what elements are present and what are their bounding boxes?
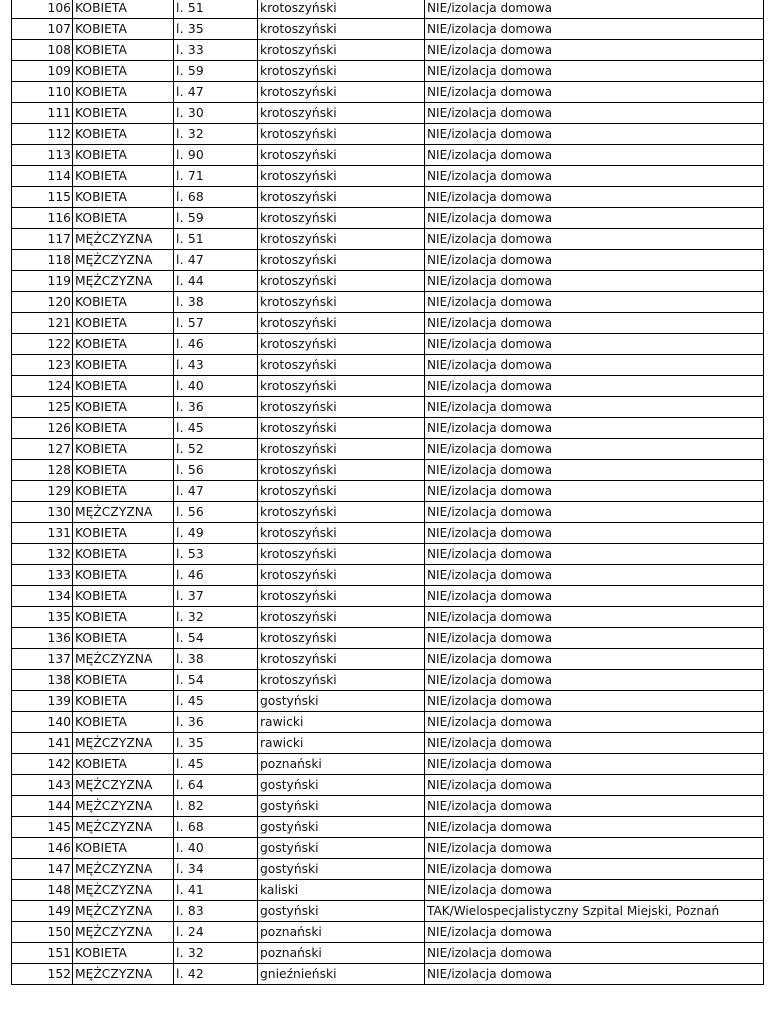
case-number-cell: 134 — [12, 586, 73, 607]
sex-cell: MĘŻCZYZNA — [73, 250, 174, 271]
hospitalization-cell: NIE/izolacja domowa — [425, 397, 764, 418]
sex-cell: KOBIETA — [73, 376, 174, 397]
case-number-cell: 111 — [12, 103, 73, 124]
hospitalization-cell: NIE/izolacja domowa — [425, 19, 764, 40]
table-row — [12, 334, 764, 355]
sex-cell: MĘŻCZYZNA — [73, 859, 174, 880]
county-cell: krotoszyński — [258, 565, 425, 586]
sex-cell: MĘŻCZYZNA — [73, 502, 174, 523]
county-cell: krotoszyński — [258, 544, 425, 565]
county-cell: krotoszyński — [258, 397, 425, 418]
sex-cell: KOBIETA — [73, 838, 174, 859]
hospitalization-cell: NIE/izolacja domowa — [425, 481, 764, 502]
county-cell: krotoszyński — [258, 292, 425, 313]
county-cell: krotoszyński — [258, 670, 425, 691]
case-number-cell: 139 — [12, 691, 73, 712]
age-cell: l. 32 — [174, 124, 258, 145]
case-number-cell: 135 — [12, 607, 73, 628]
hospitalization-cell: NIE/izolacja domowa — [425, 775, 764, 796]
case-number-cell: 133 — [12, 565, 73, 586]
case-number-cell: 110 — [12, 82, 73, 103]
cases-table — [11, 0, 764, 985]
sex-cell: KOBIETA — [73, 586, 174, 607]
table-row — [12, 19, 764, 40]
table-row — [12, 943, 764, 964]
table-row — [12, 166, 764, 187]
sex-cell: MĘŻCZYZNA — [73, 775, 174, 796]
case-number-cell: 131 — [12, 523, 73, 544]
sex-cell: KOBIETA — [73, 544, 174, 565]
age-cell: l. 64 — [174, 775, 258, 796]
case-number-cell: 107 — [12, 19, 73, 40]
hospitalization-cell: NIE/izolacja domowa — [425, 418, 764, 439]
age-cell: l. 52 — [174, 439, 258, 460]
table-row — [12, 40, 764, 61]
case-number-cell: 122 — [12, 334, 73, 355]
case-number-cell: 143 — [12, 775, 73, 796]
sex-cell: KOBIETA — [73, 103, 174, 124]
table-row — [12, 82, 764, 103]
table-row — [12, 628, 764, 649]
age-cell: l. 40 — [174, 376, 258, 397]
hospitalization-cell: NIE/izolacja domowa — [425, 544, 764, 565]
sex-cell: MĘŻCZYZNA — [73, 964, 174, 985]
table-row — [12, 397, 764, 418]
sex-cell: MĘŻCZYZNA — [73, 796, 174, 817]
age-cell: l. 71 — [174, 166, 258, 187]
table-row — [12, 250, 764, 271]
county-cell: krotoszyński — [258, 607, 425, 628]
case-number-cell: 151 — [12, 943, 73, 964]
county-cell: poznański — [258, 922, 425, 943]
table-row — [12, 586, 764, 607]
case-number-cell: 132 — [12, 544, 73, 565]
case-number-cell: 126 — [12, 418, 73, 439]
county-cell: krotoszyński — [258, 628, 425, 649]
age-cell: l. 24 — [174, 922, 258, 943]
hospitalization-cell: NIE/izolacja domowa — [425, 124, 764, 145]
table-row — [12, 607, 764, 628]
case-number-cell: 149 — [12, 901, 73, 922]
county-cell: krotoszyński — [258, 649, 425, 670]
sex-cell: KOBIETA — [73, 124, 174, 145]
hospitalization-cell: NIE/izolacja domowa — [425, 103, 764, 124]
county-cell: krotoszyński — [258, 166, 425, 187]
hospitalization-cell: NIE/izolacja domowa — [425, 145, 764, 166]
sex-cell: KOBIETA — [73, 523, 174, 544]
table-row — [12, 565, 764, 586]
hospitalization-cell: NIE/izolacja domowa — [425, 376, 764, 397]
case-number-cell: 146 — [12, 838, 73, 859]
table-row — [12, 187, 764, 208]
age-cell: l. 36 — [174, 397, 258, 418]
sex-cell: KOBIETA — [73, 943, 174, 964]
table-row — [12, 901, 764, 922]
case-number-cell: 130 — [12, 502, 73, 523]
table-row — [12, 460, 764, 481]
sex-cell: KOBIETA — [73, 61, 174, 82]
hospitalization-cell: NIE/izolacja domowa — [425, 754, 764, 775]
case-number-cell: 147 — [12, 859, 73, 880]
sex-cell: KOBIETA — [73, 565, 174, 586]
sex-cell: KOBIETA — [73, 712, 174, 733]
hospitalization-cell: NIE/izolacja domowa — [425, 712, 764, 733]
age-cell: l. 47 — [174, 82, 258, 103]
age-cell: l. 34 — [174, 859, 258, 880]
hospitalization-cell: NIE/izolacja domowa — [425, 334, 764, 355]
county-cell: krotoszyński — [258, 145, 425, 166]
case-number-cell: 136 — [12, 628, 73, 649]
table-row — [12, 313, 764, 334]
hospitalization-cell: NIE/izolacja domowa — [425, 292, 764, 313]
table-row — [12, 649, 764, 670]
county-cell: krotoszyński — [258, 334, 425, 355]
table-row — [12, 670, 764, 691]
age-cell: l. 35 — [174, 19, 258, 40]
hospitalization-cell: NIE/izolacja domowa — [425, 502, 764, 523]
case-number-cell: 114 — [12, 166, 73, 187]
table-row — [12, 103, 764, 124]
sex-cell: KOBIETA — [73, 355, 174, 376]
sex-cell: KOBIETA — [73, 439, 174, 460]
table-row — [12, 817, 764, 838]
county-cell: gostyński — [258, 775, 425, 796]
case-number-cell: 150 — [12, 922, 73, 943]
age-cell: l. 56 — [174, 502, 258, 523]
age-cell: l. 82 — [174, 796, 258, 817]
age-cell: l. 83 — [174, 901, 258, 922]
case-number-cell: 145 — [12, 817, 73, 838]
age-cell: l. 68 — [174, 187, 258, 208]
sex-cell: KOBIETA — [73, 40, 174, 61]
age-cell: l. 33 — [174, 40, 258, 61]
sex-cell: KOBIETA — [73, 754, 174, 775]
table-row — [12, 502, 764, 523]
county-cell: krotoszyński — [258, 208, 425, 229]
table-row — [12, 964, 764, 985]
sex-cell: KOBIETA — [73, 145, 174, 166]
case-number-cell: 152 — [12, 964, 73, 985]
age-cell: l. 35 — [174, 733, 258, 754]
sex-cell: KOBIETA — [73, 691, 174, 712]
age-cell: l. 45 — [174, 691, 258, 712]
age-cell: l. 38 — [174, 649, 258, 670]
age-cell: l. 57 — [174, 313, 258, 334]
county-cell: krotoszyński — [258, 418, 425, 439]
county-cell: gnieźnieński — [258, 964, 425, 985]
case-number-cell: 112 — [12, 124, 73, 145]
case-number-cell: 128 — [12, 460, 73, 481]
table-row — [12, 208, 764, 229]
table-row — [12, 796, 764, 817]
case-number-cell: 125 — [12, 397, 73, 418]
hospitalization-cell: NIE/izolacja domowa — [425, 208, 764, 229]
hospitalization-cell: NIE/izolacja domowa — [425, 943, 764, 964]
table-row — [12, 754, 764, 775]
sex-cell: KOBIETA — [73, 481, 174, 502]
sex-cell: MĘŻCZYZNA — [73, 271, 174, 292]
table-row — [12, 124, 764, 145]
case-number-cell: 116 — [12, 208, 73, 229]
county-cell: rawicki — [258, 733, 425, 754]
hospitalization-cell: NIE/izolacja domowa — [425, 166, 764, 187]
table-row — [12, 145, 764, 166]
county-cell: krotoszyński — [258, 523, 425, 544]
table-row — [12, 922, 764, 943]
hospitalization-cell: NIE/izolacja domowa — [425, 880, 764, 901]
county-cell: krotoszyński — [258, 355, 425, 376]
county-cell: krotoszyński — [258, 439, 425, 460]
county-cell: krotoszyński — [258, 82, 425, 103]
age-cell: l. 51 — [174, 0, 258, 19]
age-cell: l. 51 — [174, 229, 258, 250]
age-cell: l. 68 — [174, 817, 258, 838]
county-cell: krotoszyński — [258, 502, 425, 523]
hospitalization-cell: NIE/izolacja domowa — [425, 838, 764, 859]
age-cell: l. 32 — [174, 943, 258, 964]
table-row — [12, 712, 764, 733]
county-cell: krotoszyński — [258, 61, 425, 82]
case-number-cell: 120 — [12, 292, 73, 313]
sex-cell: KOBIETA — [73, 418, 174, 439]
case-number-cell: 118 — [12, 250, 73, 271]
age-cell: l. 90 — [174, 145, 258, 166]
county-cell: gostyński — [258, 838, 425, 859]
table-row — [12, 523, 764, 544]
case-number-cell: 144 — [12, 796, 73, 817]
table-row — [12, 439, 764, 460]
age-cell: l. 54 — [174, 628, 258, 649]
sex-cell: MĘŻCZYZNA — [73, 649, 174, 670]
table-row — [12, 481, 764, 502]
age-cell: l. 46 — [174, 565, 258, 586]
case-number-cell: 113 — [12, 145, 73, 166]
hospitalization-cell: NIE/izolacja domowa — [425, 523, 764, 544]
age-cell: l. 59 — [174, 61, 258, 82]
age-cell: l. 49 — [174, 523, 258, 544]
county-cell: gostyński — [258, 817, 425, 838]
case-number-cell: 142 — [12, 754, 73, 775]
age-cell: l. 37 — [174, 586, 258, 607]
sex-cell: MĘŻCZYZNA — [73, 817, 174, 838]
hospitalization-cell: TAK/Wielospecjalistyczny Szpital Miejski, Poznań — [425, 901, 764, 922]
table-row — [12, 544, 764, 565]
hospitalization-cell: NIE/izolacja domowa — [425, 355, 764, 376]
hospitalization-cell: NIE/izolacja domowa — [425, 82, 764, 103]
county-cell: poznański — [258, 943, 425, 964]
sex-cell: KOBIETA — [73, 607, 174, 628]
case-number-cell: 138 — [12, 670, 73, 691]
county-cell: krotoszyński — [258, 187, 425, 208]
sex-cell: KOBIETA — [73, 460, 174, 481]
sex-cell: KOBIETA — [73, 292, 174, 313]
table-row — [12, 418, 764, 439]
sex-cell: KOBIETA — [73, 166, 174, 187]
hospitalization-cell: NIE/izolacja domowa — [425, 733, 764, 754]
age-cell: l. 41 — [174, 880, 258, 901]
sex-cell: KOBIETA — [73, 208, 174, 229]
hospitalization-cell: NIE/izolacja domowa — [425, 817, 764, 838]
sex-cell: MĘŻCZYZNA — [73, 880, 174, 901]
county-cell: gostyński — [258, 901, 425, 922]
case-number-cell: 140 — [12, 712, 73, 733]
hospitalization-cell: NIE/izolacja domowa — [425, 271, 764, 292]
case-number-cell: 127 — [12, 439, 73, 460]
hospitalization-cell: NIE/izolacja domowa — [425, 691, 764, 712]
age-cell: l. 43 — [174, 355, 258, 376]
sex-cell: KOBIETA — [73, 187, 174, 208]
age-cell: l. 45 — [174, 754, 258, 775]
age-cell: l. 56 — [174, 460, 258, 481]
age-cell: l. 47 — [174, 250, 258, 271]
table-row — [12, 376, 764, 397]
county-cell: krotoszyński — [258, 40, 425, 61]
age-cell: l. 59 — [174, 208, 258, 229]
table-row — [12, 0, 764, 19]
sex-cell: KOBIETA — [73, 397, 174, 418]
age-cell: l. 36 — [174, 712, 258, 733]
case-number-cell: 129 — [12, 481, 73, 502]
hospitalization-cell: NIE/izolacja domowa — [425, 565, 764, 586]
sex-cell: KOBIETA — [73, 670, 174, 691]
sex-cell: KOBIETA — [73, 313, 174, 334]
county-cell: gostyński — [258, 859, 425, 880]
sex-cell: MĘŻCZYZNA — [73, 922, 174, 943]
age-cell: l. 45 — [174, 418, 258, 439]
age-cell: l. 38 — [174, 292, 258, 313]
case-number-cell: 106 — [12, 0, 73, 19]
county-cell: gostyński — [258, 796, 425, 817]
hospitalization-cell: NIE/izolacja domowa — [425, 649, 764, 670]
hospitalization-cell: NIE/izolacja domowa — [425, 859, 764, 880]
age-cell: l. 44 — [174, 271, 258, 292]
age-cell: l. 30 — [174, 103, 258, 124]
county-cell: krotoszyński — [258, 271, 425, 292]
age-cell: l. 46 — [174, 334, 258, 355]
county-cell: krotoszyński — [258, 481, 425, 502]
table-row — [12, 355, 764, 376]
table-row — [12, 229, 764, 250]
hospitalization-cell: NIE/izolacja domowa — [425, 313, 764, 334]
table-row — [12, 691, 764, 712]
hospitalization-cell: NIE/izolacja domowa — [425, 0, 764, 19]
case-number-cell: 141 — [12, 733, 73, 754]
table-row — [12, 733, 764, 754]
county-cell: rawicki — [258, 712, 425, 733]
case-number-cell: 115 — [12, 187, 73, 208]
county-cell: krotoszyński — [258, 376, 425, 397]
county-cell: krotoszyński — [258, 460, 425, 481]
county-cell: krotoszyński — [258, 124, 425, 145]
case-number-cell: 109 — [12, 61, 73, 82]
hospitalization-cell: NIE/izolacja domowa — [425, 922, 764, 943]
age-cell: l. 32 — [174, 607, 258, 628]
age-cell: l. 47 — [174, 481, 258, 502]
county-cell: krotoszyński — [258, 586, 425, 607]
sex-cell: KOBIETA — [73, 628, 174, 649]
county-cell: krotoszyński — [258, 313, 425, 334]
sex-cell: MĘŻCZYZNA — [73, 229, 174, 250]
table-row — [12, 838, 764, 859]
hospitalization-cell: NIE/izolacja domowa — [425, 61, 764, 82]
case-number-cell: 121 — [12, 313, 73, 334]
table-row — [12, 271, 764, 292]
sex-cell: MĘŻCZYZNA — [73, 733, 174, 754]
age-cell: l. 42 — [174, 964, 258, 985]
hospitalization-cell: NIE/izolacja domowa — [425, 796, 764, 817]
hospitalization-cell: NIE/izolacja domowa — [425, 586, 764, 607]
case-number-cell: 148 — [12, 880, 73, 901]
table-row — [12, 775, 764, 796]
sex-cell: MĘŻCZYZNA — [73, 901, 174, 922]
hospitalization-cell: NIE/izolacja domowa — [425, 964, 764, 985]
case-number-cell: 117 — [12, 229, 73, 250]
table-row — [12, 859, 764, 880]
case-number-cell: 137 — [12, 649, 73, 670]
hospitalization-cell: NIE/izolacja domowa — [425, 628, 764, 649]
county-cell: krotoszyński — [258, 250, 425, 271]
hospitalization-cell: NIE/izolacja domowa — [425, 40, 764, 61]
table-row — [12, 61, 764, 82]
hospitalization-cell: NIE/izolacja domowa — [425, 229, 764, 250]
county-cell: krotoszyński — [258, 103, 425, 124]
county-cell: krotoszyński — [258, 229, 425, 250]
age-cell: l. 40 — [174, 838, 258, 859]
hospitalization-cell: NIE/izolacja domowa — [425, 250, 764, 271]
county-cell: gostyński — [258, 691, 425, 712]
case-number-cell: 108 — [12, 40, 73, 61]
table-row — [12, 292, 764, 313]
table-row — [12, 880, 764, 901]
sex-cell: KOBIETA — [73, 82, 174, 103]
hospitalization-cell: NIE/izolacja domowa — [425, 187, 764, 208]
case-number-cell: 119 — [12, 271, 73, 292]
hospitalization-cell: NIE/izolacja domowa — [425, 607, 764, 628]
county-cell: poznański — [258, 754, 425, 775]
case-number-cell: 123 — [12, 355, 73, 376]
case-number-cell: 124 — [12, 376, 73, 397]
age-cell: l. 53 — [174, 544, 258, 565]
cases-table-body — [12, 0, 764, 985]
sex-cell: KOBIETA — [73, 334, 174, 355]
county-cell: krotoszyński — [258, 0, 425, 19]
age-cell: l. 54 — [174, 670, 258, 691]
sex-cell: KOBIETA — [73, 19, 174, 40]
hospitalization-cell: NIE/izolacja domowa — [425, 670, 764, 691]
county-cell: krotoszyński — [258, 19, 425, 40]
sex-cell: KOBIETA — [73, 0, 174, 19]
county-cell: kaliski — [258, 880, 425, 901]
hospitalization-cell: NIE/izolacja domowa — [425, 439, 764, 460]
hospitalization-cell: NIE/izolacja domowa — [425, 460, 764, 481]
